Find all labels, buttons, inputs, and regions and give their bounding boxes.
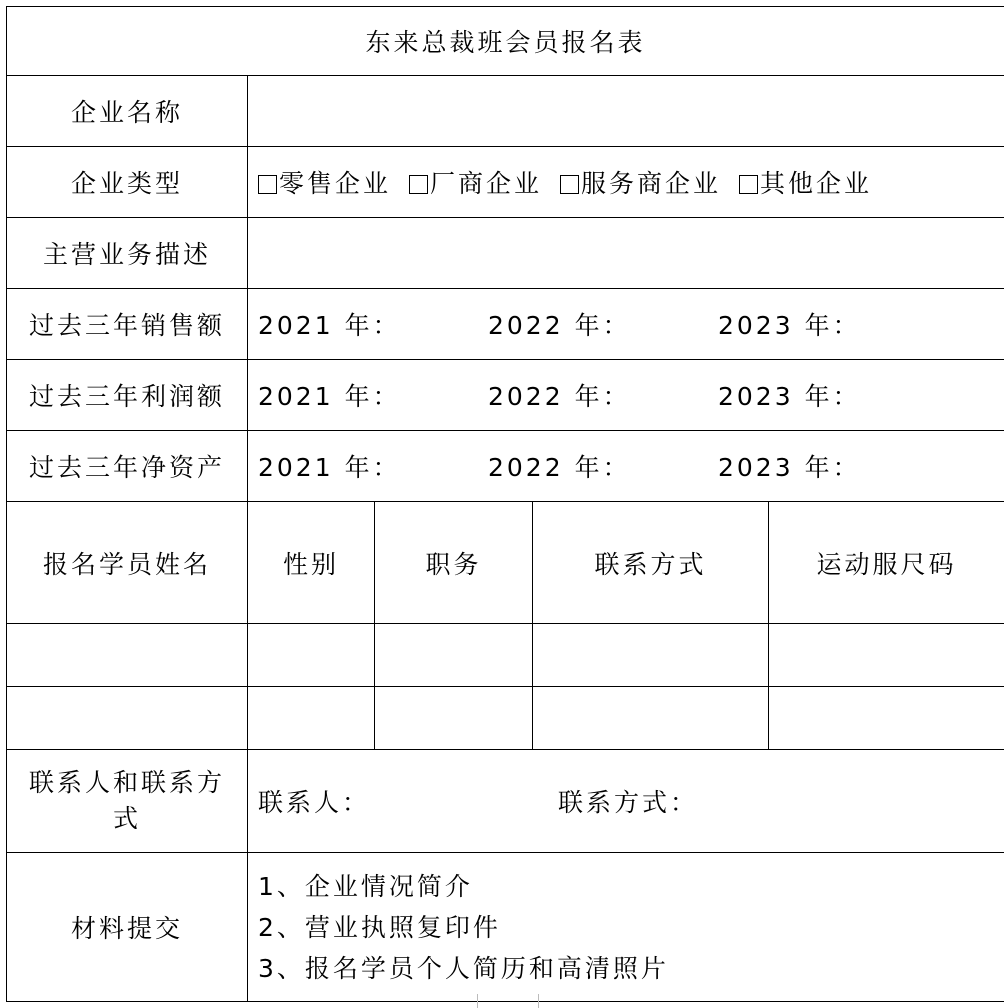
sales-year-2023: 2023 年： [718,311,861,340]
student-position-cell[interactable] [375,624,533,687]
net-assets-year-2022: 2022 年： [488,453,631,482]
student-name-cell[interactable] [7,687,248,750]
option-service[interactable] [560,169,721,198]
student-position-cell[interactable] [375,687,533,750]
sales-year-2022: 2022 年： [488,311,631,340]
option-other-label: 其他企业 [760,169,873,198]
net-assets-year-2023: 2023 年： [718,453,861,482]
materials-item: 1、企业情况简介 [258,871,473,901]
materials-label: 材料提交 [7,853,248,1002]
materials-row [7,853,1004,1002]
student-name-cell[interactable] [7,624,248,687]
company-type-options [248,147,1004,218]
title-row [7,7,1004,76]
header-uniform-size: 运动服尺码 [769,502,1004,624]
student-contact-cell[interactable] [533,687,769,750]
header-position: 职务 [375,502,533,624]
option-retail[interactable] [258,169,391,198]
option-service-label: 服务商企业 [581,169,722,198]
student-gender-cell[interactable] [248,624,375,687]
header-student-name: 报名学员姓名 [7,502,248,624]
contact-method-label: 联系方式： [558,788,699,817]
company-name-field[interactable] [248,76,1004,147]
contact-row [7,750,1004,853]
sales-label: 过去三年销售额 [7,289,248,360]
page-margin-mark [477,994,478,1008]
company-type-label: 企业类型 [7,147,248,218]
registration-form [6,6,1004,1001]
company-type-row [7,147,1004,218]
profit-years[interactable] [248,360,1004,431]
option-manufacturer[interactable] [409,169,542,198]
materials-list [248,853,1004,1002]
student-row [7,624,1004,687]
profit-year-2021: 2021 年： [258,382,401,411]
materials-item: 2、营业执照复印件 [258,912,501,942]
business-description-field[interactable] [248,218,1004,289]
net-assets-year-2021: 2021 年： [258,453,401,482]
net-assets-row [7,431,1004,502]
registration-table [6,6,1004,1002]
header-contact: 联系方式 [533,502,769,624]
student-contact-cell[interactable] [533,624,769,687]
sales-row [7,289,1004,360]
header-gender: 性别 [248,502,375,624]
company-name-label: 企业名称 [7,76,248,147]
profit-year-2023: 2023 年： [718,382,861,411]
option-retail-label: 零售企业 [279,169,392,198]
form-title: 东来总裁班会员报名表 [7,7,1004,76]
student-size-cell[interactable] [769,687,1004,750]
sales-year-2021: 2021 年： [258,311,401,340]
checkbox-other[interactable] [739,175,758,194]
checkbox-service[interactable] [560,175,579,194]
page-margin-mark [538,994,539,1008]
business-description-label: 主营业务描述 [7,218,248,289]
profit-row [7,360,1004,431]
materials-item: 3、报名学员个人简历和高清照片 [258,953,669,983]
checkbox-manufacturer[interactable] [409,175,428,194]
sales-years[interactable] [248,289,1004,360]
contact-person-label: 联系人： [258,788,371,817]
contact-fields[interactable] [248,750,1004,853]
contact-label: 联系人和联系方式 [7,750,248,853]
student-gender-cell[interactable] [248,687,375,750]
profit-year-2022: 2022 年： [488,382,631,411]
net-assets-label: 过去三年净资产 [7,431,248,502]
net-assets-years[interactable] [248,431,1004,502]
student-size-cell[interactable] [769,624,1004,687]
checkbox-retail[interactable] [258,175,277,194]
business-description-row [7,218,1004,289]
students-header-row [7,502,1004,624]
option-manufacturer-label: 厂商企业 [430,169,543,198]
profit-label: 过去三年利润额 [7,360,248,431]
option-other[interactable] [739,169,872,198]
company-name-row [7,76,1004,147]
student-row [7,687,1004,750]
